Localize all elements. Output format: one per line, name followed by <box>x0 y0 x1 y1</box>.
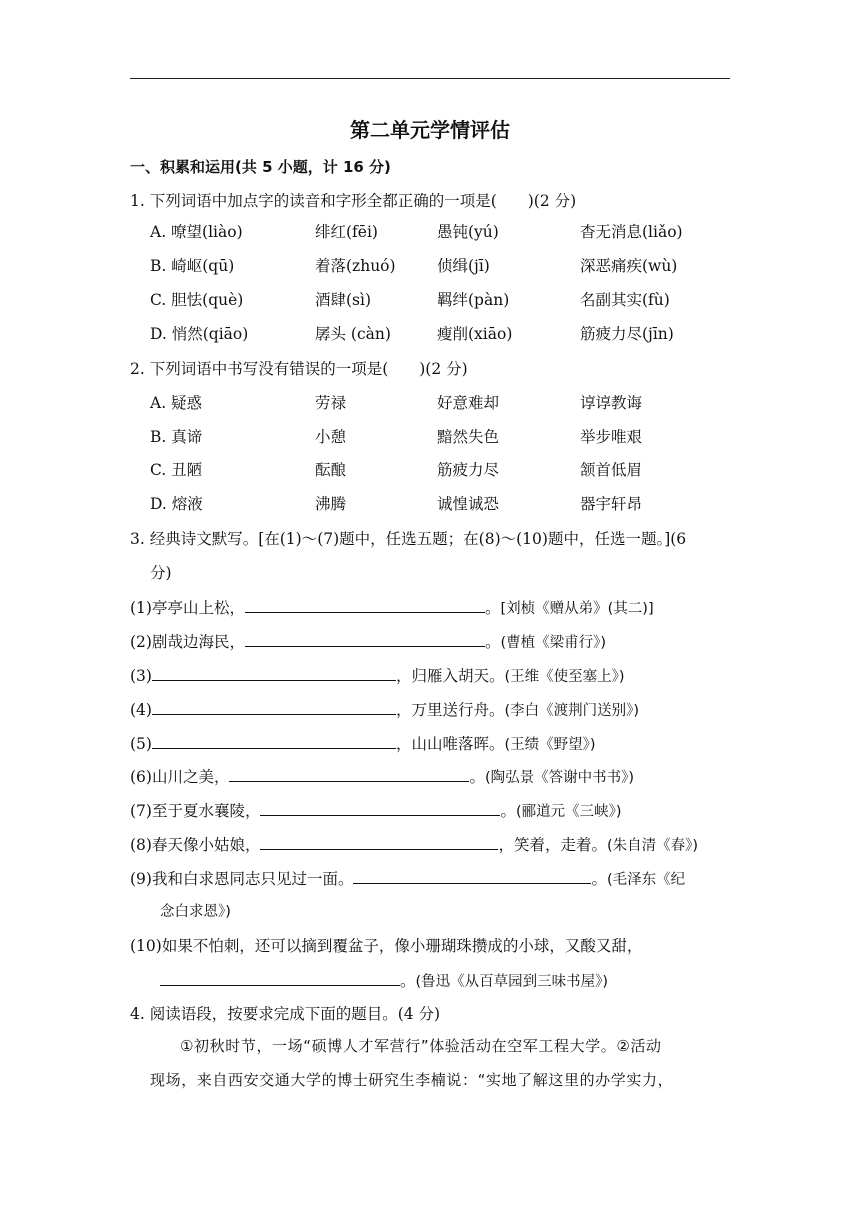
q3-item-1 <box>130 597 654 619</box>
top-rule <box>130 78 730 79</box>
q2-d-1: D. 熔液 <box>150 495 203 513</box>
q3-item-2-text: (2)剧哉边海民， <box>130 633 245 651</box>
q2-stem: 2. 下列词语中书写没有错误的一项是( )(2 分) <box>130 360 468 378</box>
q3-item-4-num: (4) <box>130 701 152 719</box>
q3-item-1-punct: 。 <box>484 599 501 617</box>
q1-c-1: C. 胆怯(què) <box>150 291 244 309</box>
q3-item-7 <box>130 800 622 822</box>
q3-item-7-text: (7)至于夏水襄陵， <box>130 802 261 820</box>
q2-b-1: B. 真谛 <box>150 428 203 446</box>
q3-item-8-text2: ，笑着，走着。 <box>498 836 607 854</box>
q3-item-2-punct: 。 <box>484 633 501 651</box>
q3-item-2-source: (曹植《梁甫行》) <box>500 635 607 651</box>
q1-d-3: 瘦削(xiāo) <box>437 325 513 343</box>
answer-blank[interactable] <box>152 699 396 715</box>
q1-d-1: D. 悄然(qiāo) <box>150 325 249 343</box>
q1-b-4: 深恶痛疾(wù) <box>580 257 678 275</box>
q2-d-3: 诚惶诚恐 <box>437 495 500 513</box>
q3-item-9-punct: 。 <box>591 870 607 888</box>
q3-item-9-source-cont: 念白求恩》) <box>160 904 231 920</box>
q3-item-1-text: (1)亭亭山上松， <box>130 599 245 617</box>
answer-blank[interactable] <box>245 597 485 613</box>
q2-a-2: 劳禄 <box>315 394 347 412</box>
answer-blank[interactable] <box>245 631 485 647</box>
q2-a-1: A. 疑惑 <box>150 394 203 412</box>
q3-item-10-source: (鲁迅《从百草园到三味书屋》) <box>415 974 609 990</box>
q3-item-5-num: (5) <box>130 735 152 753</box>
q3-item-6-text: (6)山川之美， <box>130 768 230 786</box>
q2-c-1: C. 丑陋 <box>150 461 203 479</box>
q2-d-4: 器宇轩昂 <box>580 495 643 513</box>
answer-blank[interactable] <box>160 970 400 986</box>
q3-item-10-cont <box>160 970 608 992</box>
q3-item-10: (10)如果不怕刺，还可以摘到覆盆子，像小珊瑚珠攒成的小球，又酸又甜， <box>130 937 643 955</box>
q1-d-2: 孱头 (càn) <box>315 325 391 343</box>
q4-passage-line-1: ①初秋时节，一场“硕博人才军营行”体验活动在空军工程大学。②活动 <box>180 1037 662 1055</box>
answer-blank[interactable] <box>152 733 396 749</box>
q3-item-3-text: ，归雁入胡天。 <box>395 667 505 685</box>
page-title: 第二单元学情评估 <box>350 118 510 142</box>
q1-c-2: 酒肆(sì) <box>315 291 372 309</box>
q3-item-6 <box>130 766 634 788</box>
q3-item-9-source: (毛泽东《纪 <box>606 872 686 888</box>
q1-a-2: 绯红(fēi) <box>315 223 378 241</box>
q3-item-5-text: ，山山唯落晖。 <box>395 735 505 753</box>
q1-stem: 1. 下列词语中加点字的读音和字形全都正确的一项是( )(2 分) <box>130 192 577 210</box>
q4-stem: 4. 阅读语段，按要求完成下面的题目。(4 分) <box>130 1005 441 1023</box>
q3-item-8-source: (朱自清《春》) <box>606 838 699 854</box>
q2-b-3: 黯然失色 <box>437 428 500 446</box>
q3-item-3 <box>130 665 625 687</box>
q3-stem-cont: 分) <box>150 564 172 582</box>
q1-a-1: A. 嘹望(liào) <box>150 223 243 241</box>
q3-item-3-num: (3) <box>130 667 152 685</box>
q2-a-3: 好意难却 <box>437 394 500 412</box>
q1-a-4: 杳无消息(liǎo) <box>580 223 683 241</box>
q3-item-2 <box>130 631 606 653</box>
q3-item-4-text: ，万里送行舟。 <box>395 701 505 719</box>
q3-item-10-punct: 。 <box>400 972 416 990</box>
q2-c-4: 颔首低眉 <box>580 461 643 479</box>
q3-item-8 <box>130 834 698 856</box>
answer-blank[interactable] <box>260 800 500 816</box>
q1-b-2: 着落(zhuó) <box>315 257 396 275</box>
q1-b-1: B. 崎岖(qū) <box>150 257 235 275</box>
q2-c-3: 筋疲力尽 <box>437 461 500 479</box>
q3-item-4-source: (李白《渡荆门送别》) <box>504 703 640 719</box>
q1-b-3: 侦缉(jī) <box>437 257 490 275</box>
answer-blank[interactable] <box>229 766 469 782</box>
q2-d-2: 沸腾 <box>315 495 347 513</box>
section-heading: 一、积累和运用(共 5 小题，计 16 分) <box>130 158 391 176</box>
q1-c-4: 名副其实(fù) <box>580 291 670 309</box>
q2-a-4: 谆谆教诲 <box>580 394 643 412</box>
q3-item-8-text: (8)春天像小姑娘， <box>130 836 261 854</box>
q3-item-5 <box>130 733 596 755</box>
q1-a-3: 愚钝(yú) <box>437 223 499 241</box>
q1-c-3: 羁绊(pàn) <box>437 291 510 309</box>
q2-c-2: 酝酿 <box>315 461 347 479</box>
q3-item-6-punct: 。 <box>469 768 485 786</box>
answer-blank[interactable] <box>260 834 498 850</box>
q3-item-4 <box>130 699 639 721</box>
q3-item-5-source: (王绩《野望》) <box>504 737 596 753</box>
q3-item-3-source: (王维《使至塞上》) <box>504 669 625 685</box>
answer-blank[interactable] <box>353 868 591 884</box>
q3-item-9-text: (9)我和白求恩同志只见过一面。 <box>130 870 354 888</box>
q4-passage-line-2: 现场，来自西安交通大学的博士研究生李楠说：“实地了解这里的办学实力， <box>150 1071 674 1089</box>
q3-item-6-source: (陶弘景《答谢中书书》) <box>484 770 635 786</box>
q2-b-4: 举步唯艰 <box>580 428 643 446</box>
q3-stem: 3. 经典诗文默写。[在(1)～(7)题中，任选五题；在(8)～(10)题中，任选一题。](6 <box>130 530 687 548</box>
q3-item-1-source: [刘桢《赠从弟》(其二)] <box>500 601 654 617</box>
q1-d-4: 筋疲力尽(jīn) <box>580 325 674 343</box>
q3-item-9 <box>130 868 685 890</box>
q2-b-2: 小憩 <box>315 428 347 446</box>
q3-item-7-source: (郦道元《三峡》) <box>515 804 622 820</box>
q3-item-7-punct: 。 <box>500 802 516 820</box>
answer-blank[interactable] <box>152 665 396 681</box>
